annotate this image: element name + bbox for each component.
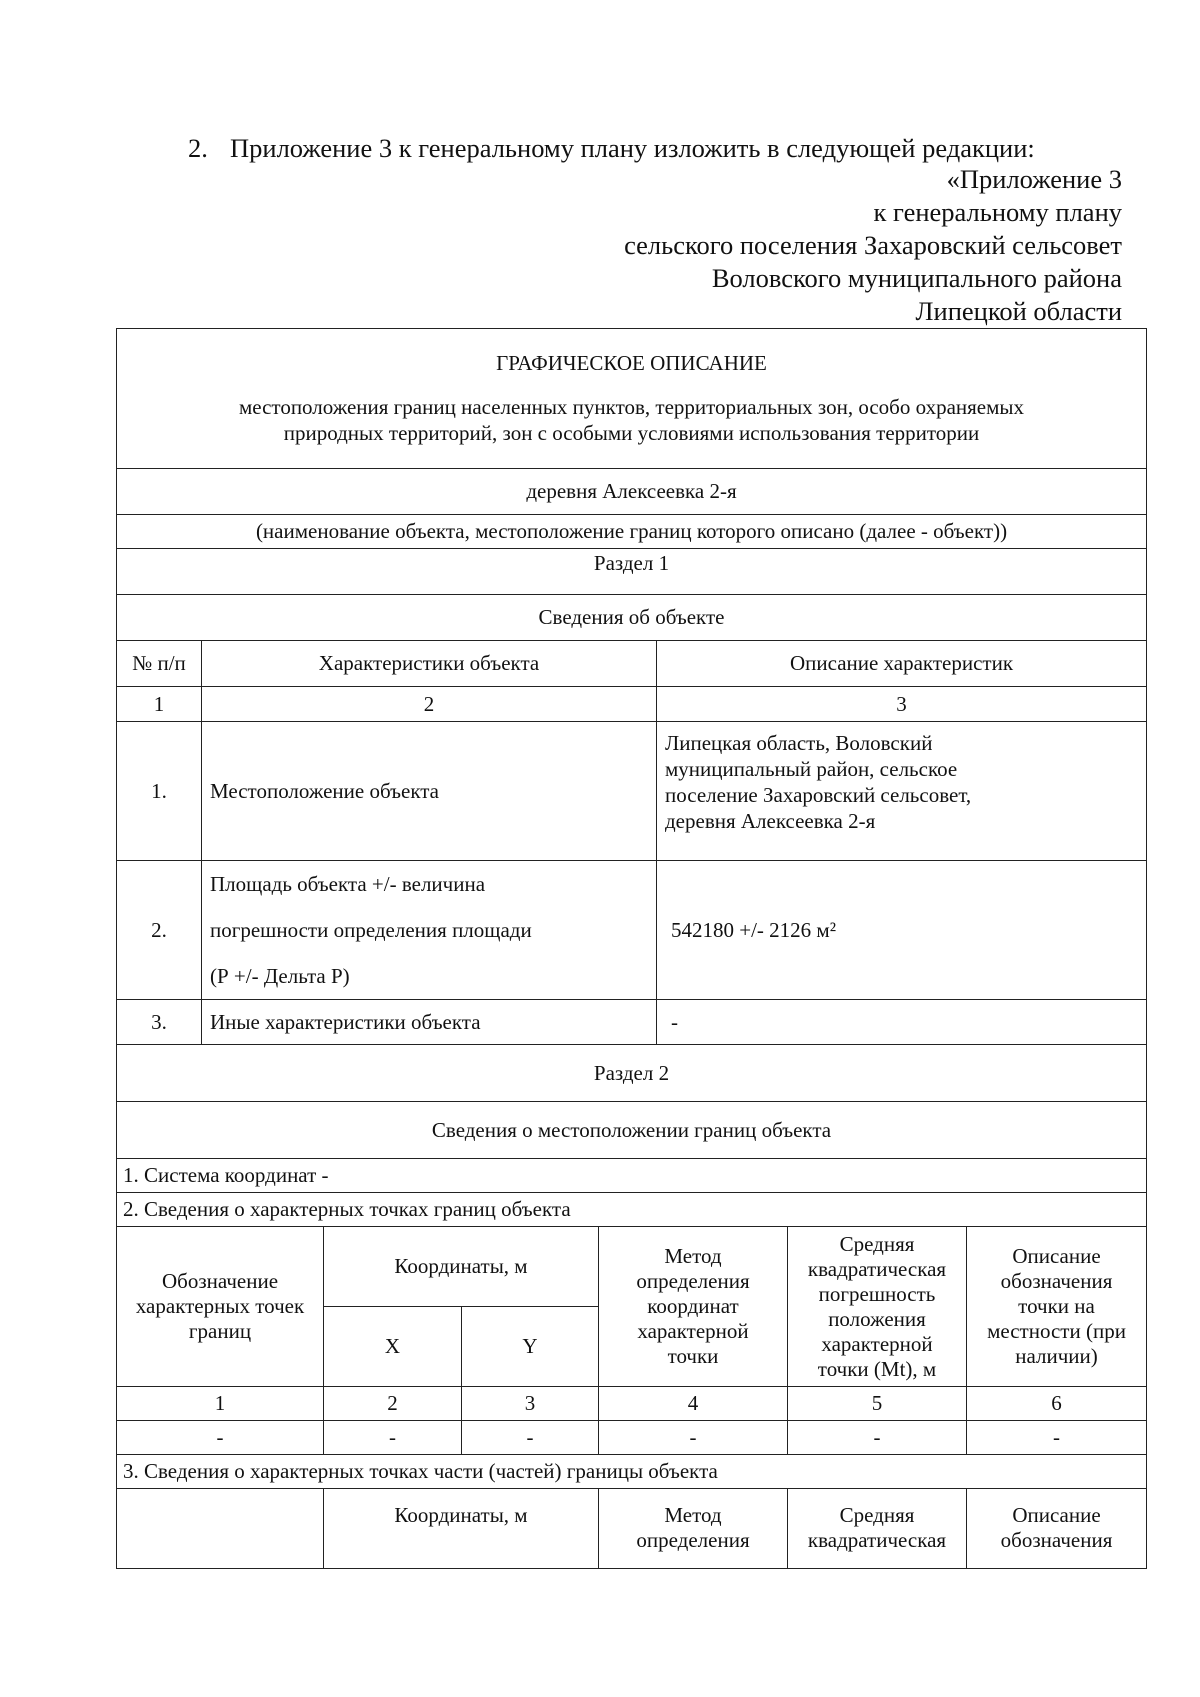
- table-cell: -: [324, 1421, 462, 1455]
- table-cell: -: [462, 1421, 599, 1455]
- parts-title-row: [117, 1455, 1147, 1489]
- appendix-header: [624, 163, 1122, 328]
- table-row: [117, 722, 1147, 861]
- section1-title: Раздел 1: [117, 549, 1147, 595]
- row-number: 3.: [117, 1000, 202, 1045]
- section1-header-row: [117, 641, 1147, 687]
- header-line: характерных точек: [135, 1294, 305, 1318]
- appendix-header-line: Воловского муниципального района: [711, 263, 1122, 293]
- header-line: обозначения: [1000, 1528, 1113, 1552]
- col-number: 4: [599, 1387, 788, 1421]
- section2-subtitle-row: [117, 1102, 1147, 1159]
- header-line: Средняя: [839, 1503, 915, 1527]
- col-number: 3: [462, 1387, 599, 1421]
- header-line: обозначения: [1000, 1269, 1113, 1293]
- header-line: характерной: [637, 1319, 749, 1343]
- header-characteristic: Характеристики объекта: [202, 641, 657, 687]
- header-line: местности (при: [987, 1319, 1126, 1343]
- characteristic-line: (Р +/- Дельта Р): [210, 964, 350, 988]
- title-line: местоположения границ населенных пунктов, территориальных зон, особо охраняемых: [238, 395, 1025, 419]
- points-colnum-row: [117, 1387, 1147, 1421]
- table-cell: -: [117, 1421, 324, 1455]
- graphic-description-table: [116, 328, 1147, 1569]
- header-line: Описание: [1012, 1244, 1101, 1268]
- header-designation: [117, 1227, 324, 1387]
- characteristic-line: Площадь объекта +/- величина: [210, 872, 486, 896]
- row-description: [657, 722, 1147, 861]
- header-line: координат: [647, 1294, 739, 1318]
- appendix-header-line: сельского поселения Захаровский сельсовет: [624, 230, 1122, 260]
- parts-header-empty: [117, 1489, 324, 1569]
- section2-subtitle: Сведения о местоположении границ объекта: [117, 1102, 1147, 1159]
- row-number: 2.: [117, 861, 202, 1000]
- title-heading: ГРАФИЧЕСКОЕ ОПИСАНИЕ: [496, 351, 767, 375]
- table-row: [117, 861, 1147, 1000]
- col-number: 2: [324, 1387, 462, 1421]
- row-number: 1.: [117, 722, 202, 861]
- header-x: X: [324, 1307, 462, 1387]
- header-line: квадратическая: [807, 1256, 947, 1281]
- header-line: Средняя: [839, 1231, 915, 1256]
- parts-header-coordinates: Координаты, м: [324, 1489, 599, 1569]
- description-line: муниципальный район, сельское: [665, 757, 958, 781]
- header-line: определения: [636, 1528, 750, 1552]
- section2-title-row: [117, 1045, 1147, 1102]
- row-description: -: [657, 1000, 1147, 1045]
- col-number: 1: [117, 687, 202, 722]
- header-line: точки (Mt), м: [817, 1356, 937, 1381]
- header-line: определения: [636, 1269, 750, 1293]
- appendix-header-line: «Приложение 3: [946, 164, 1122, 194]
- parts-header-error: [788, 1489, 967, 1569]
- header-coordinates: Координаты, м: [324, 1227, 599, 1307]
- row-characteristic: Местоположение объекта: [202, 722, 657, 861]
- col-number: 3: [657, 687, 1147, 722]
- table-cell: -: [599, 1421, 788, 1455]
- header-line: Метод: [664, 1503, 722, 1527]
- parts-title: 3. Сведения о характерных точках части (частей) границы объекта: [117, 1455, 1147, 1489]
- object-name-row: [117, 469, 1147, 515]
- header-line: Обозначение: [161, 1269, 279, 1293]
- object-name: деревня Алексеевка 2-я: [117, 469, 1147, 515]
- col-number: 6: [967, 1387, 1147, 1421]
- header-number: № п/п: [117, 641, 202, 687]
- row-characteristic: Иные характеристики объекта: [202, 1000, 657, 1045]
- header-method: [599, 1227, 788, 1387]
- col-number: 5: [788, 1387, 967, 1421]
- intro-paragraph: [188, 133, 1035, 164]
- intro-number: 2.: [188, 133, 208, 163]
- section2-title: Раздел 2: [117, 1045, 1147, 1102]
- title-line: природных территорий, зон с особыми условиями использования территории: [283, 421, 980, 445]
- points-header-row: [117, 1227, 1147, 1307]
- row-characteristic: [202, 861, 657, 1000]
- description-line: поселение Захаровский сельсовет,: [665, 783, 972, 807]
- description-line: Липецкая область, Воловский: [665, 731, 933, 755]
- section1-subtitle-row: [117, 595, 1147, 641]
- object-caption-row: [117, 515, 1147, 549]
- description-line: деревня Алексеевка 2-я: [665, 809, 876, 833]
- section1-colnum-row: [117, 687, 1147, 722]
- header-description: Описание характеристик: [657, 641, 1147, 687]
- section1-subtitle: Сведения об объекте: [117, 595, 1147, 641]
- parts-header-row: [117, 1489, 1147, 1569]
- table-cell: -: [788, 1421, 967, 1455]
- header-line: Метод: [664, 1244, 722, 1268]
- header-line: характерной: [821, 1331, 933, 1356]
- characteristic-line: погрешности определения площади: [210, 918, 532, 942]
- col-number: 2: [202, 687, 657, 722]
- object-caption: (наименование объекта, местоположение границ которого описано (далее - объект)): [117, 515, 1147, 549]
- header-point-description: [967, 1227, 1147, 1387]
- header-line: квадратическая: [807, 1528, 947, 1552]
- header-line: погрешность: [818, 1281, 936, 1306]
- section1-title-row: [117, 549, 1147, 595]
- intro-text: Приложение 3 к генеральному плану изложить в следующей редакции:: [230, 133, 1035, 163]
- header-line: точки: [667, 1344, 719, 1368]
- coord-system: 1. Система координат -: [117, 1159, 1147, 1193]
- parts-header-method: [599, 1489, 788, 1569]
- col-number: 1: [117, 1387, 324, 1421]
- header-line: точки на: [1018, 1294, 1095, 1318]
- points-title-row: [117, 1193, 1147, 1227]
- parts-header-description: [967, 1489, 1147, 1569]
- header-line: Описание: [1012, 1503, 1101, 1527]
- header-line: наличии): [1015, 1344, 1098, 1368]
- table-row: [117, 1421, 1147, 1455]
- appendix-header-line: к генеральному плану: [873, 197, 1122, 227]
- appendix-header-line: Липецкой области: [915, 296, 1122, 326]
- table-row: [117, 1000, 1147, 1045]
- row-description: 542180 +/- 2126 м²: [657, 861, 1147, 1000]
- header-y: Y: [462, 1307, 599, 1387]
- title-row: [117, 329, 1147, 469]
- points-title: 2. Сведения о характерных точках границ объекта: [117, 1193, 1147, 1227]
- title-cell: [117, 329, 1147, 469]
- header-line: границ: [188, 1319, 252, 1343]
- table-cell: -: [967, 1421, 1147, 1455]
- coord-system-row: [117, 1159, 1147, 1193]
- header-error: [788, 1227, 967, 1387]
- header-line: положения: [828, 1306, 926, 1331]
